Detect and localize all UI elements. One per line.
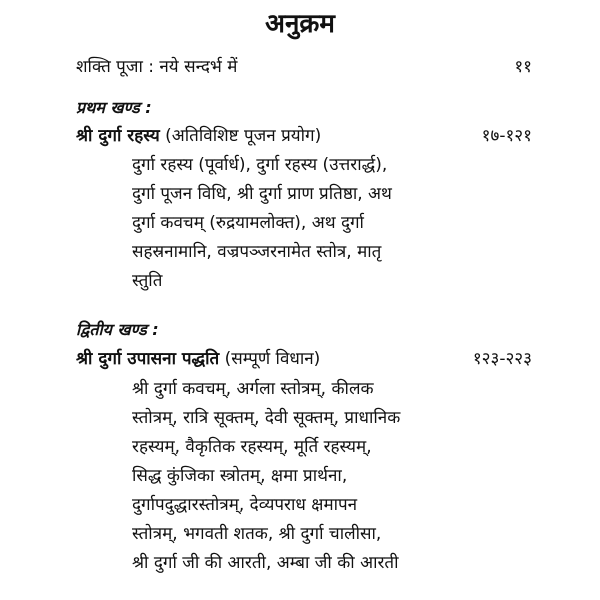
entry-pages-1: १७-१२१ [481, 126, 532, 146]
section-heading-2: द्वितीय खण्ड : [76, 320, 159, 339]
entry-note-2: (सम्पूर्ण विधान) [224, 349, 321, 369]
entry-contents-2 [132, 375, 534, 578]
entry-title-1: श्री दुर्गा रहस्य [76, 126, 160, 146]
contents-line: दुर्गा कवचम् (रुद्रयामलोक्त), अथ दुर्गा [132, 213, 364, 233]
contents-line: दुर्गापदुद्धारस्तोत्रम्, देव्यपराध क्षमापन [132, 495, 358, 515]
contents-line: स्तुति [132, 271, 163, 291]
entry-heading-2 [76, 346, 320, 372]
contents-line: श्री दुर्गा जी की आरती, अम्बा जी की आरती [132, 553, 399, 573]
contents-line: स्तोत्रम्, भगवती शतक, श्री दुर्गा चालीसा, [132, 524, 382, 544]
contents-line: दुर्गा रहस्य (पूर्वार्ध), दुर्गा रहस्य (उत्तरार्द्ध), [132, 155, 388, 175]
contents-line: स्तोत्रम्, रात्रि सूक्तम्, देवी सूक्तम्, प्राधानिक [132, 408, 401, 428]
intro-entry-page: ११ [514, 57, 532, 77]
intro-entry-label: शक्ति पूजा : नये सन्दर्भ में [76, 57, 238, 77]
contents-line: सिद्ध कुंजिका स्त्रोतम्, क्षमा प्रार्थना, [132, 466, 348, 486]
contents-line: सहस्रनामानि, वज्रपञ्जरनामेत स्तोत्र, मातृ [132, 242, 382, 262]
page-title: अनुक्रम [265, 9, 335, 39]
section-heading-1: प्रथम खण्ड : [76, 98, 152, 117]
entry-note-1: (अतिविशिष्ट पूजन प्रयोग) [165, 126, 322, 146]
contents-line: दुर्गा पूजन विधि, श्री दुर्गा प्राण प्रतिष्ठा, अथ [132, 184, 392, 204]
entry-heading-1 [76, 123, 321, 149]
contents-line: श्री दुर्गा कवचम्, अर्गला स्तोत्रम्, कीलक [132, 379, 374, 399]
entry-contents-1 [132, 151, 534, 296]
entry-title-2: श्री दुर्गा उपासना पद्धति [76, 349, 220, 369]
entry-pages-2: १२३-२२३ [472, 349, 532, 369]
contents-line: रहस्यम्, वैकृतिक रहस्यम्, मूर्ति रहस्यम्, [132, 437, 372, 457]
